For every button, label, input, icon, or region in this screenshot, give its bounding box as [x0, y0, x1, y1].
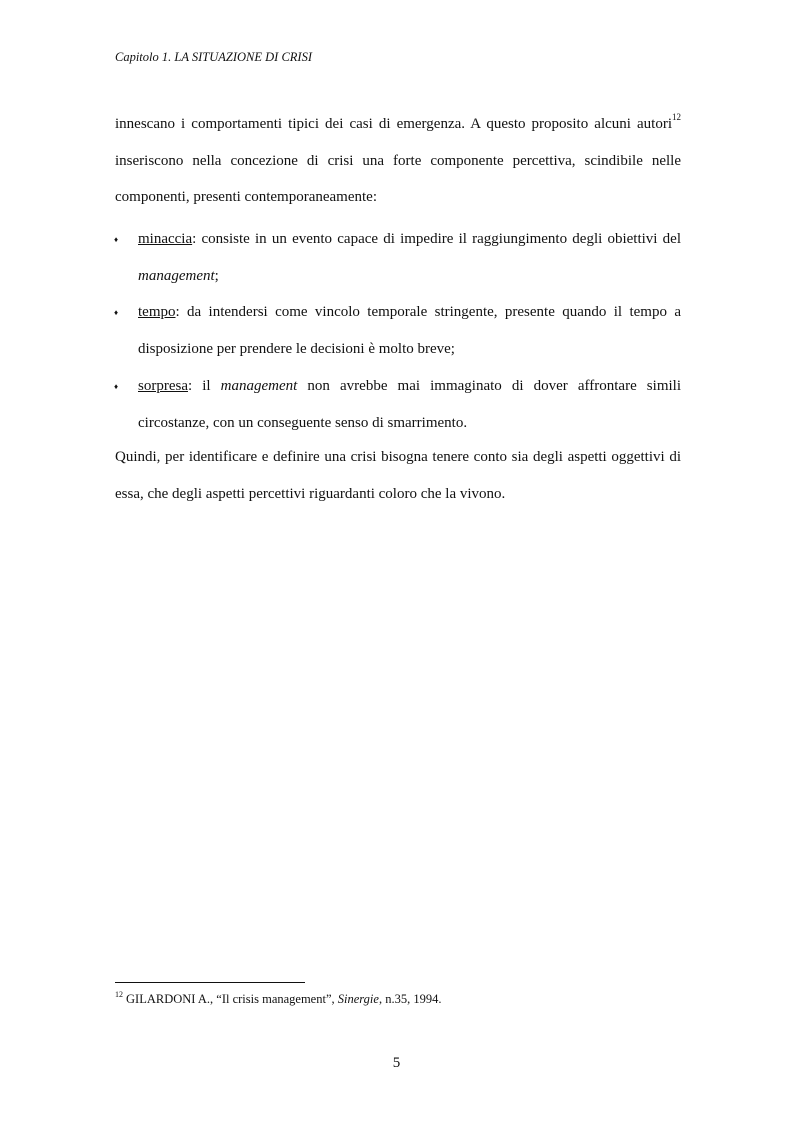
paragraph-1	[115, 106, 681, 216]
footnote-reference[interactable]: 12	[672, 112, 681, 122]
list-item	[115, 294, 681, 367]
list-item-text: : da intendersi come vincolo temporale stringente, presente quando il tempo a disposizione per prendere le decisioni è molto breve;	[138, 304, 681, 358]
footnote	[115, 992, 441, 1007]
list-item-italic: management	[220, 377, 298, 394]
term-sorpresa: sorpresa	[138, 377, 188, 394]
bullet-list	[115, 221, 681, 441]
term-tempo: tempo	[138, 304, 176, 321]
term-minaccia: minaccia	[138, 231, 193, 247]
footnote-text-end: , n.35, 1994.	[378, 992, 442, 1006]
paragraph-1-continuation: inseriscono nella concezione di crisi una forte componente percettiva, scindibile nelle componenti, presenti contemporaneamente:	[115, 152, 681, 206]
footnote-text: GILARDONI A., “Il crisis management”,	[126, 992, 338, 1006]
footnote-divider	[115, 982, 305, 983]
list-item	[115, 221, 681, 294]
diamond-bullet-icon: ♦	[114, 381, 119, 391]
list-item-text-end: non avrebbe mai immaginato di dover affrontare simili circostanze, con un conseguente senso di smarrimento.	[138, 377, 681, 431]
list-item-text-end: ;	[214, 267, 219, 284]
running-header: Capitolo 1. LA SITUAZIONE DI CRISI	[115, 50, 312, 64]
page-number: 5	[392, 1055, 401, 1071]
list-item-text: : consiste in un evento capace di impedire il raggiungimento degli obiettivi del	[192, 231, 681, 247]
footnote-journal: Sinergie	[337, 992, 379, 1006]
paragraph-1-text: innescano i comportamenti tipici dei casi di emergenza. A questo proposito alcuni autori	[115, 116, 672, 132]
footnote-number: 12	[115, 990, 123, 999]
list-item-italic: management	[138, 267, 215, 284]
diamond-bullet-icon: ♦	[114, 308, 119, 318]
paragraph-2: Quindi, per identificare e definire una crisi bisogna tenere conto sia degli aspetti oggettivi di essa, che degli aspetti percettivi riguardanti coloro che la vivono.	[115, 449, 681, 502]
diamond-bullet-icon: ♦	[114, 235, 119, 244]
list-item-text: : il	[187, 377, 221, 394]
list-item	[115, 368, 681, 441]
